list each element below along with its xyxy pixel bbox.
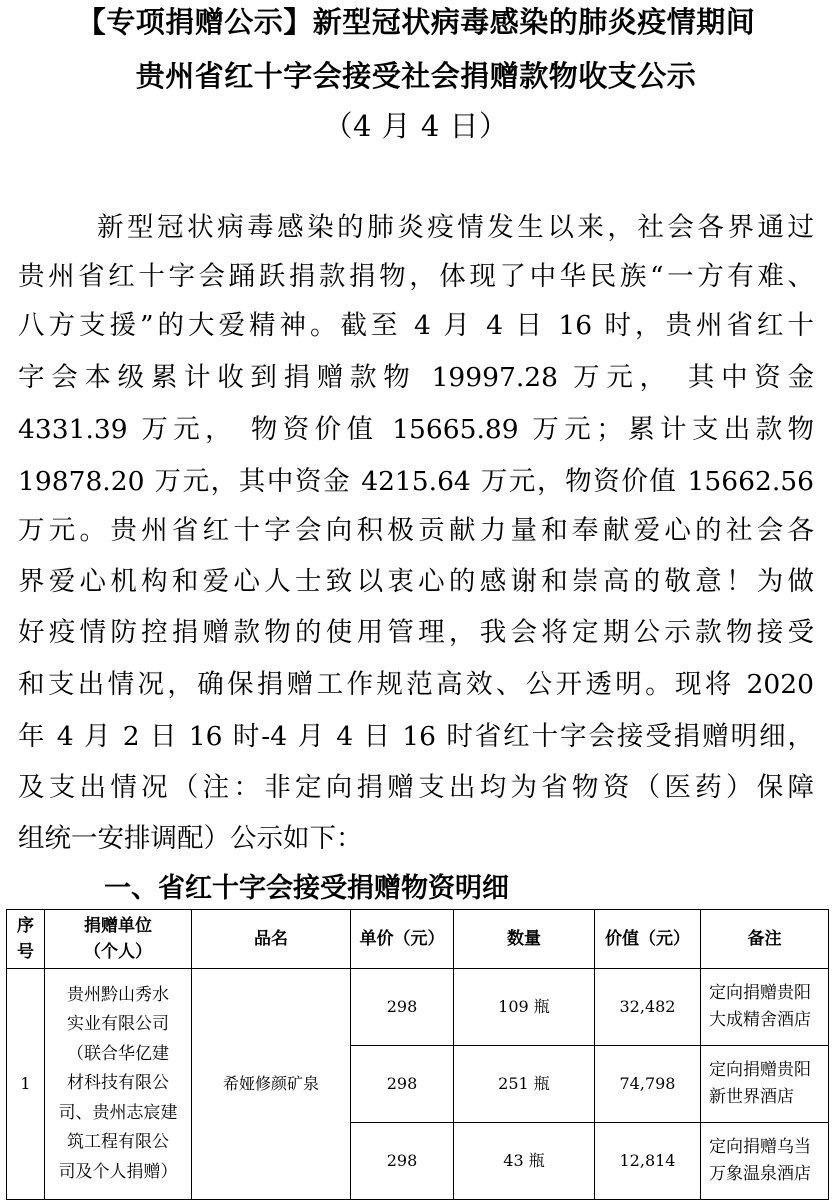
paragraph-line: 好疫情防控捐赠款物的使用管理，我会将定期公示款物接受	[18, 617, 814, 648]
cell-item: 希娅修颜矿泉	[192, 969, 351, 1200]
cell-value: 74,798	[595, 1046, 701, 1123]
paragraph-line: 年 4 月 2 日 16 时-4 月 4 日 16 时省红十字会接受捐赠明细，	[18, 721, 814, 752]
paragraph-line: 及支出情况（注：非定向捐赠支出均为省物资（医药）保障	[18, 772, 814, 803]
donation-table	[6, 909, 829, 1200]
paragraph-line: 组统一安排调配）公示如下：	[18, 823, 363, 854]
header-item: 品名	[192, 910, 351, 969]
paragraph-line: 万元。贵州省红十字会向积极贡献力量和奉献爱心的社会各	[18, 515, 814, 546]
paragraph-line: 新型冠状病毒感染的肺炎疫情发生以来，社会各界通过	[97, 212, 814, 243]
paragraph-line: 19878.20 万元，其中资金 4215.64 万元，物资价值 15662.56	[18, 466, 814, 497]
table-header-row	[7, 910, 829, 969]
cell-remark: 定向捐赠贵阳 新世界酒店	[701, 1046, 829, 1123]
header-donor: 捐赠单位 （个人）	[45, 910, 192, 969]
cell-remark: 定向捐赠贵阳 大成精舍酒店	[701, 969, 829, 1046]
header-value: 价值（元）	[595, 910, 701, 969]
title-date: （4 月 4 日）	[323, 109, 509, 143]
cell-quantity: 43 瓶	[454, 1123, 595, 1200]
paragraph-line: 和支出情况，确保捐赠工作规范高效、公开透明。现将 2020	[18, 669, 814, 700]
header-quantity: 数量	[454, 910, 595, 969]
header-unit-price: 单价（元）	[351, 910, 454, 969]
header-seq: 序 号	[7, 910, 45, 969]
cell-seq: 1	[7, 969, 45, 1200]
paragraph-line: 字会本级累计收到捐赠款物 19997.28 万元， 其中资金	[18, 362, 814, 393]
title-line-1: 【专项捐赠公示】新型冠状病毒感染的肺炎疫情期间	[76, 5, 756, 39]
cell-quantity: 109 瓶	[454, 969, 595, 1046]
cell-quantity: 251 瓶	[454, 1046, 595, 1123]
cell-unit-price: 298	[351, 1046, 454, 1123]
cell-value: 12,814	[595, 1123, 701, 1200]
cell-unit-price: 298	[351, 1123, 454, 1200]
header-remark: 备注	[701, 910, 829, 969]
paragraph-line: 贵州省红十字会踊跃捐款捐物，体现了中华民族“一方有难、	[18, 261, 814, 292]
cell-remark: 定向捐赠乌当 万象温泉酒店	[701, 1123, 829, 1200]
section-title: 一、省红十字会接受捐赠物资明细	[104, 873, 509, 904]
cell-unit-price: 298	[351, 969, 454, 1046]
cell-donor: 贵州黔山秀水 实业有限公司 （联合华亿建 材科技有限公 司、贵州志宸建 筑工程有限公 司及个人捐赠）	[45, 969, 192, 1200]
table-row	[7, 969, 829, 1046]
paragraph-line: 八方支援”的大爱精神。截至 4 月 4 日 16 时，贵州省红十	[18, 310, 814, 341]
title-line-2: 贵州省红十字会接受社会捐赠款物收支公示	[135, 59, 697, 93]
cell-value: 32,482	[595, 969, 701, 1046]
paragraph-line: 4331.39 万元， 物资价值 15665.89 万元；累计支出款物	[18, 414, 814, 445]
paragraph-line: 界爱心机构和爱心人士致以衷心的感谢和崇高的敬意！为做	[18, 566, 814, 597]
